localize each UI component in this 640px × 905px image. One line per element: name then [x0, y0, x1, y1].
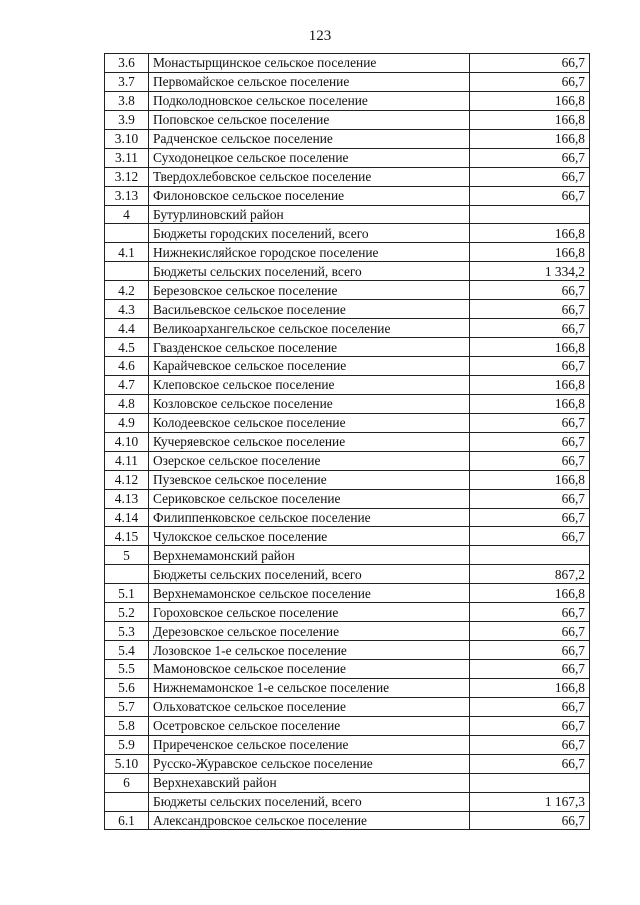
row-value-cell: [470, 546, 590, 565]
row-number-cell: 3.8: [105, 91, 149, 110]
table-body: [105, 54, 590, 830]
row-number-cell: 3.9: [105, 110, 149, 129]
row-name-cell: Бюджеты сельских поселений, всего: [149, 792, 470, 811]
row-name-cell: Приреченское сельское поселение: [149, 735, 470, 754]
row-value-cell: 66,7: [470, 754, 590, 773]
row-number-cell: 4.15: [105, 527, 149, 546]
row-value-cell: 66,7: [470, 186, 590, 205]
row-name-cell: Осетровское сельское поселение: [149, 716, 470, 735]
row-name-cell: Верхнемамонский район: [149, 546, 470, 565]
row-number-cell: 3.11: [105, 148, 149, 167]
row-value-cell: 166,8: [470, 129, 590, 148]
row-number-cell: 5.6: [105, 678, 149, 697]
row-value-cell: 66,7: [470, 716, 590, 735]
row-value-cell: 1 167,3: [470, 792, 590, 811]
row-number-cell: 5: [105, 546, 149, 565]
row-number-cell: 5.9: [105, 735, 149, 754]
row-value-cell: [470, 205, 590, 224]
row-name-cell: Подколодновское сельское поселение: [149, 91, 470, 110]
row-number-cell: 5.3: [105, 622, 149, 641]
row-number-cell: 5.5: [105, 660, 149, 679]
row-name-cell: Колодеевское сельское поселение: [149, 413, 470, 432]
table-row: [105, 470, 590, 489]
row-name-cell: Чулокское сельское поселение: [149, 527, 470, 546]
table-row: [105, 357, 590, 376]
row-value-cell: 166,8: [470, 110, 590, 129]
row-name-cell: Первомайское сельское поселение: [149, 72, 470, 91]
row-value-cell: 1 334,2: [470, 262, 590, 281]
row-number-cell: [105, 224, 149, 243]
row-name-cell: Ольховатское сельское поселение: [149, 697, 470, 716]
row-number-cell: 3.13: [105, 186, 149, 205]
row-name-cell: Великоархангельское сельское поселение: [149, 319, 470, 338]
row-value-cell: 66,7: [470, 622, 590, 641]
row-number-cell: 3.6: [105, 54, 149, 73]
row-name-cell: Поповское сельское поселение: [149, 110, 470, 129]
row-value-cell: 66,7: [470, 319, 590, 338]
table-row: [105, 262, 590, 281]
row-name-cell: Мамоновское сельское поселение: [149, 660, 470, 679]
row-number-cell: 3.10: [105, 129, 149, 148]
row-number-cell: 5.2: [105, 603, 149, 622]
row-value-cell: 66,7: [470, 489, 590, 508]
row-number-cell: 3.12: [105, 167, 149, 186]
row-name-cell: Бюджеты сельских поселений, всего: [149, 262, 470, 281]
row-value-cell: 166,8: [470, 91, 590, 110]
table-row: [105, 110, 590, 129]
row-value-cell: 66,7: [470, 167, 590, 186]
row-number-cell: 6.1: [105, 811, 149, 830]
table-row: [105, 584, 590, 603]
table-row: [105, 91, 590, 110]
row-number-cell: 5.8: [105, 716, 149, 735]
row-number-cell: 5.7: [105, 697, 149, 716]
table-row: [105, 338, 590, 357]
row-name-cell: Филиппенковское сельское поселение: [149, 508, 470, 527]
row-value-cell: 66,7: [470, 603, 590, 622]
row-value-cell: 66,7: [470, 735, 590, 754]
row-number-cell: 5.4: [105, 641, 149, 660]
row-name-cell: Сериковское сельское поселение: [149, 489, 470, 508]
row-name-cell: Твердохлебовское сельское поселение: [149, 167, 470, 186]
row-name-cell: Козловское сельское поселение: [149, 394, 470, 413]
row-number-cell: 4.3: [105, 300, 149, 319]
table-row: [105, 451, 590, 470]
row-name-cell: Кучеряевское сельское поселение: [149, 432, 470, 451]
row-number-cell: 3.7: [105, 72, 149, 91]
table-row: [105, 319, 590, 338]
row-name-cell: Клеповское сельское поселение: [149, 375, 470, 394]
row-number-cell: 6: [105, 773, 149, 792]
row-name-cell: Бюджеты сельских поселений, всего: [149, 565, 470, 584]
budget-table: [104, 53, 590, 830]
row-name-cell: Пузевское сельское поселение: [149, 470, 470, 489]
row-name-cell: Русско-Журавское сельское поселение: [149, 754, 470, 773]
table-row: [105, 186, 590, 205]
row-value-cell: 66,7: [470, 148, 590, 167]
row-value-cell: 66,7: [470, 357, 590, 376]
table-row: [105, 792, 590, 811]
row-number-cell: 4.6: [105, 357, 149, 376]
table-row: [105, 148, 590, 167]
row-number-cell: 4.10: [105, 432, 149, 451]
table-row: [105, 243, 590, 262]
row-name-cell: Филоновское сельское поселение: [149, 186, 470, 205]
row-number-cell: [105, 565, 149, 584]
table-row: [105, 697, 590, 716]
table-row: [105, 527, 590, 546]
row-value-cell: 66,7: [470, 697, 590, 716]
row-number-cell: 4.5: [105, 338, 149, 357]
table-row: [105, 54, 590, 73]
row-number-cell: 4.7: [105, 375, 149, 394]
row-value-cell: 166,8: [470, 224, 590, 243]
row-number-cell: 4: [105, 205, 149, 224]
row-name-cell: Монастырщинское сельское поселение: [149, 54, 470, 73]
row-name-cell: Гвазденское сельское поселение: [149, 338, 470, 357]
table-row: [105, 754, 590, 773]
row-number-cell: [105, 262, 149, 281]
row-value-cell: 166,8: [470, 243, 590, 262]
row-value-cell: 66,7: [470, 72, 590, 91]
row-value-cell: 166,8: [470, 338, 590, 357]
row-value-cell: 66,7: [470, 413, 590, 432]
table-row: [105, 300, 590, 319]
row-value-cell: 66,7: [470, 508, 590, 527]
row-name-cell: Нижнемамонское 1-е сельское поселение: [149, 678, 470, 697]
row-value-cell: [470, 773, 590, 792]
row-value-cell: 166,8: [470, 584, 590, 603]
table-row: [105, 129, 590, 148]
table-row: [105, 603, 590, 622]
table-row: [105, 375, 590, 394]
row-name-cell: Верхнехавский район: [149, 773, 470, 792]
row-value-cell: 66,7: [470, 527, 590, 546]
row-value-cell: 66,7: [470, 660, 590, 679]
row-number-cell: 4.9: [105, 413, 149, 432]
row-value-cell: 166,8: [470, 678, 590, 697]
row-name-cell: Бюджеты городских поселений, всего: [149, 224, 470, 243]
row-name-cell: Александровское сельское поселение: [149, 811, 470, 830]
row-name-cell: Васильевское сельское поселение: [149, 300, 470, 319]
row-value-cell: 867,2: [470, 565, 590, 584]
table-row: [105, 394, 590, 413]
row-number-cell: 4.13: [105, 489, 149, 508]
table-row: [105, 678, 590, 697]
row-name-cell: Суходонецкое сельское поселение: [149, 148, 470, 167]
row-value-cell: 166,8: [470, 470, 590, 489]
table-row: [105, 508, 590, 527]
row-number-cell: 4.2: [105, 281, 149, 300]
table-row: [105, 413, 590, 432]
row-number-cell: 5.1: [105, 584, 149, 603]
table-row: [105, 205, 590, 224]
row-name-cell: Карайчевское сельское поселение: [149, 357, 470, 376]
row-value-cell: 66,7: [470, 811, 590, 830]
table-row: [105, 224, 590, 243]
table-row: [105, 622, 590, 641]
row-value-cell: 66,7: [470, 300, 590, 319]
row-number-cell: 4.4: [105, 319, 149, 338]
table-row: [105, 167, 590, 186]
row-number-cell: 4.11: [105, 451, 149, 470]
table-row: [105, 773, 590, 792]
row-value-cell: 66,7: [470, 451, 590, 470]
row-value-cell: 66,7: [470, 281, 590, 300]
row-value-cell: 166,8: [470, 394, 590, 413]
table-row: [105, 811, 590, 830]
row-name-cell: Березовское сельское поселение: [149, 281, 470, 300]
table-row: [105, 735, 590, 754]
row-value-cell: 66,7: [470, 432, 590, 451]
row-number-cell: 4.1: [105, 243, 149, 262]
table-row: [105, 281, 590, 300]
table-row: [105, 72, 590, 91]
row-name-cell: Дерезовское сельское поселение: [149, 622, 470, 641]
row-name-cell: Бутурлиновский район: [149, 205, 470, 224]
row-number-cell: 4.12: [105, 470, 149, 489]
row-name-cell: Верхнемамонское сельское поселение: [149, 584, 470, 603]
row-value-cell: 66,7: [470, 641, 590, 660]
row-name-cell: Радченское сельское поселение: [149, 129, 470, 148]
table-row: [105, 565, 590, 584]
row-number-cell: 4.14: [105, 508, 149, 527]
table-row: [105, 641, 590, 660]
row-name-cell: Гороховское сельское поселение: [149, 603, 470, 622]
page-number: 123: [308, 28, 332, 44]
table-row: [105, 489, 590, 508]
row-name-cell: Озерское сельское поселение: [149, 451, 470, 470]
table-row: [105, 660, 590, 679]
row-number-cell: 4.8: [105, 394, 149, 413]
table-row: [105, 546, 590, 565]
row-value-cell: 66,7: [470, 54, 590, 73]
row-number-cell: 5.10: [105, 754, 149, 773]
table-row: [105, 432, 590, 451]
table-row: [105, 716, 590, 735]
row-number-cell: [105, 792, 149, 811]
row-name-cell: Лозовское 1-е сельское поселение: [149, 641, 470, 660]
row-name-cell: Нижнекисляйское городское поселение: [149, 243, 470, 262]
row-value-cell: 166,8: [470, 375, 590, 394]
